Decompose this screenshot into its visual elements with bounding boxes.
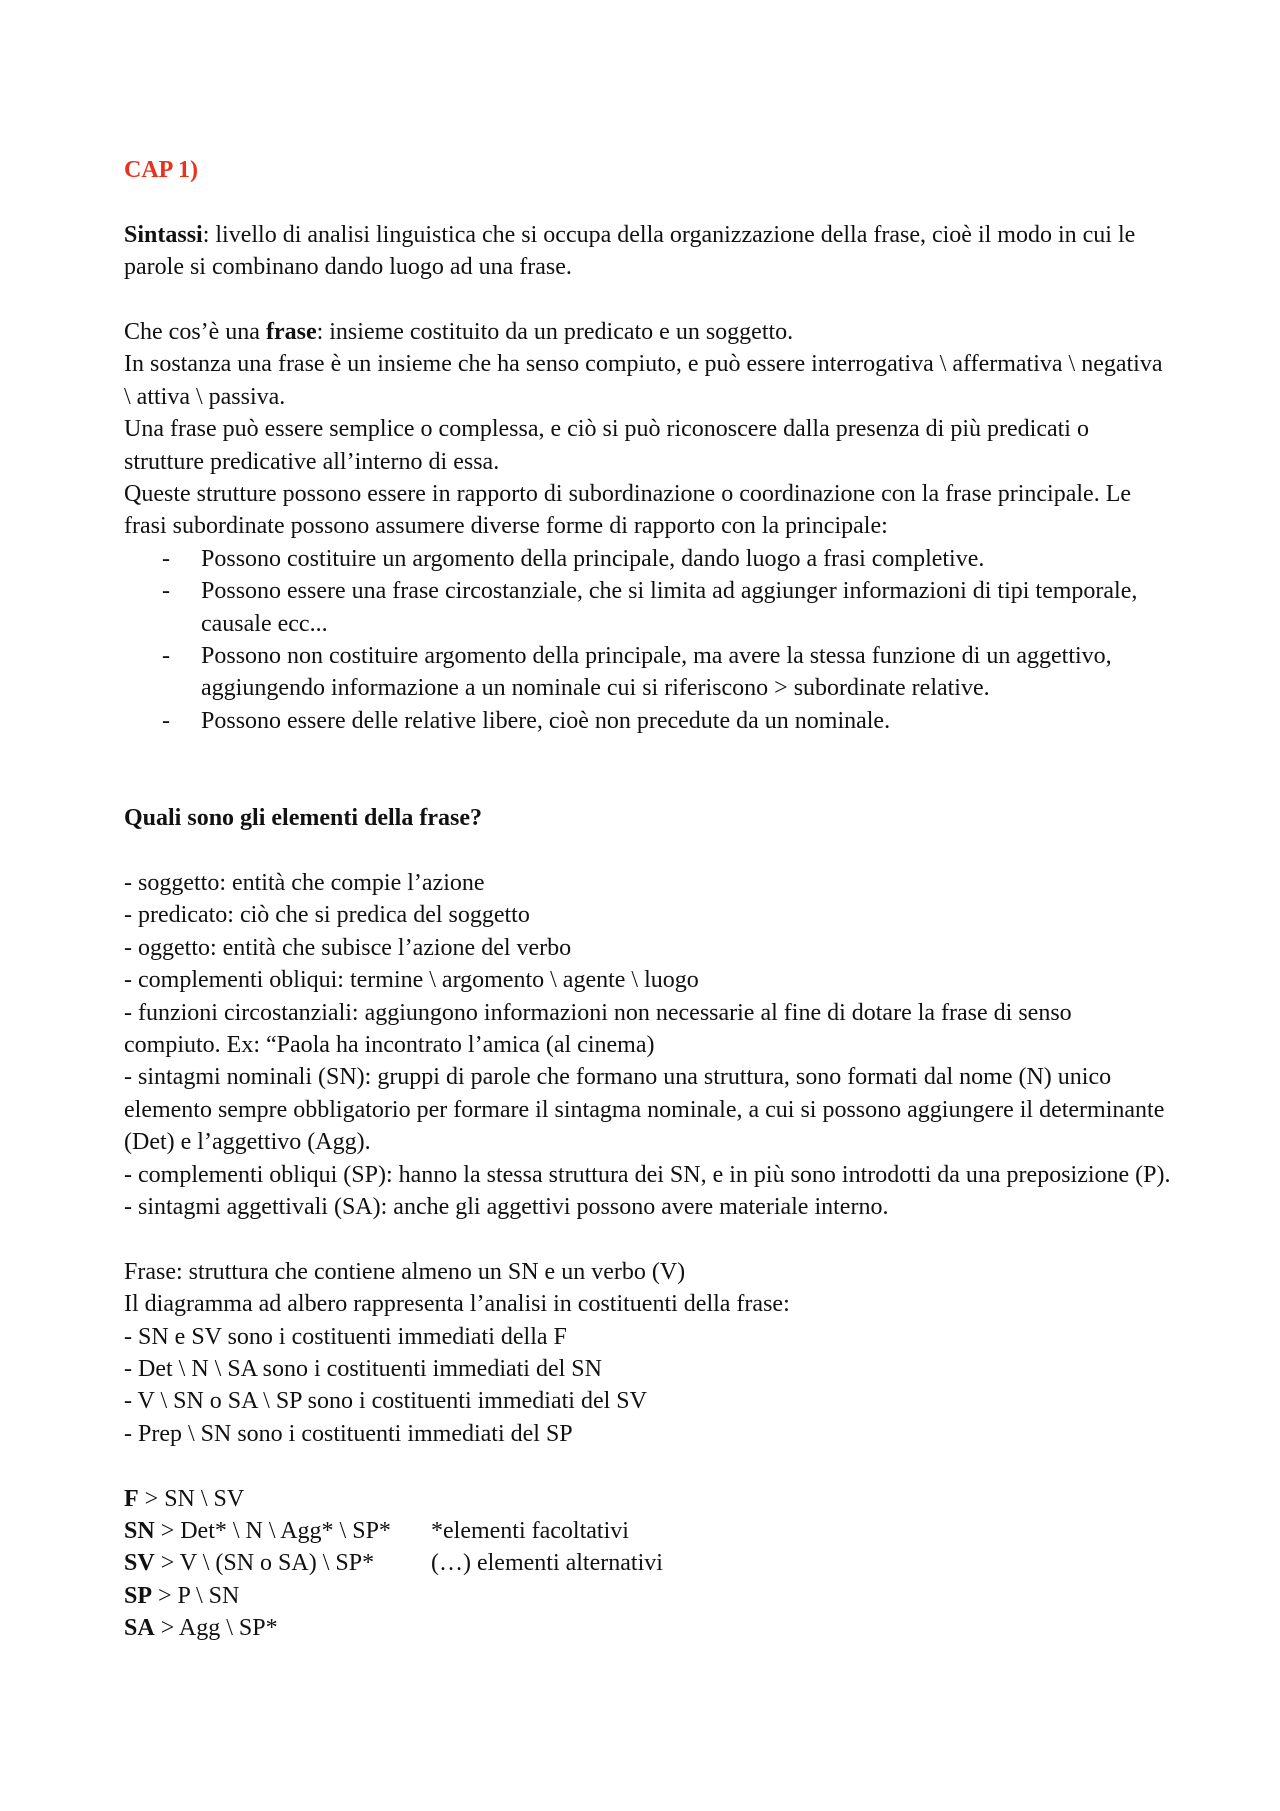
element-line: - soggetto: entità che compie l’azione <box>124 869 485 896</box>
dash-bullet: - <box>162 578 170 605</box>
rule-note: (…) elementi alternativi <box>431 1550 663 1577</box>
dash-bullet: - <box>162 707 170 734</box>
rule-head: SP <box>124 1582 153 1609</box>
subordinate-list <box>124 543 1174 737</box>
element-line: - sintagmi aggettivali (SA): anche gli aggettivi possono avere materiale interno. <box>124 1193 889 1220</box>
rule-row <box>124 1483 1174 1515</box>
list-item: - Possono costituire un argomento della principale, dando luogo a frasi completive. <box>124 543 1174 575</box>
sintassi-term: Sintassi <box>124 221 203 248</box>
rule-note: *elementi facoltativi <box>431 1517 629 1544</box>
frase-line: In sostanza una frase è un insieme che ha senso compiuto, e può essere interrogativa \ affermativa \ negativa \ attiva \ passiva. <box>124 351 1163 410</box>
rule-head: SV <box>124 1550 155 1577</box>
dash-bullet: - <box>162 545 170 572</box>
tree-line: - V \ SN o SA \ SP sono i costituenti immediati del SV <box>124 1388 647 1415</box>
tree-line: Frase: struttura che contiene almeno un SN e un verbo (V) <box>124 1258 686 1285</box>
element-line: - oggetto: entità che subisce l’azione del verbo <box>124 934 572 961</box>
list-item: - Possono essere una frase circostanziale, che si limita ad aggiunger informazioni di tipi temporale, causale ecc... <box>124 575 1174 640</box>
element-line: - complementi obliqui: termine \ argomento \ agente \ luogo <box>124 967 699 994</box>
element-line: - complementi obliqui (SP): hanno la stessa struttura dei SN, e in più sono introdotti da una preposizione (P). <box>124 1161 1171 1188</box>
sintassi-paragraph <box>124 219 1174 284</box>
rule-row <box>124 1580 1174 1612</box>
tree-line: - Prep \ SN sono i costituenti immediati del SP <box>124 1420 573 1447</box>
tree-line: Il diagramma ad albero rappresenta l’analisi in costituenti della frase: <box>124 1291 790 1318</box>
rule-head: SA <box>124 1615 155 1642</box>
phrase-structure-rules <box>124 1483 1174 1645</box>
rule-rhs: > V \ (SN o SA) \ SP* <box>154 1550 375 1577</box>
frase-term: frase <box>265 319 317 345</box>
list-item: - Possono essere delle relative libere, cioè non precedute da un nominale. <box>124 705 1174 737</box>
element-line: - predicato: ciò che si predica del soggetto <box>124 902 530 929</box>
rule-row <box>124 1612 1174 1644</box>
rule-rhs: > P \ SN <box>152 1582 240 1609</box>
list-item: - Possono non costituire argomento della principale, ma avere la stessa funzione di un aggettivo, aggiungendo informazione a un nominale cui si riferiscono > subordinate relative. <box>124 640 1174 705</box>
rule-row <box>124 1515 1174 1547</box>
rule-row <box>124 1547 1174 1579</box>
element-line: - funzioni circostanziali: aggiungono informazioni non necessarie al fine di dotare la frase di senso compiuto. Ex: “Paola ha incontrato l’amica (al cinema) <box>124 999 1072 1058</box>
rule-rhs: > Agg \ SP* <box>154 1615 278 1642</box>
tree-line: - SN e SV sono i costituenti immediati della F <box>124 1323 567 1350</box>
element-line: - sintagmi nominali (SN): gruppi di parole che formano una struttura, sono formati dal nome (N) unico elemento sempre obbligatorio per formare il sintagma nominale, a cui si possono aggiungere il determinante (Det) e l’aggettivo (Agg). <box>124 1064 1165 1156</box>
rule-head: SN <box>124 1517 155 1544</box>
rule-head: F <box>124 1485 139 1512</box>
chapter-title: CAP 1) <box>124 157 198 183</box>
frase-line: Una frase può essere semplice o complessa, e ciò si può riconoscere dalla presenza di più predicati o strutture predicative all’interno di essa. <box>124 416 1089 475</box>
frase-line: Queste strutture possono essere in rapporto di subordinazione o coordinazione con la frase principale. Le frasi subordinate possono assumere diverse forme di rapporto con la principale: <box>124 481 1132 540</box>
elements-heading: Quali sono gli elementi della frase? <box>124 805 482 832</box>
sintassi-definition: : livello di analisi linguistica che si occupa della organizzazione della frase, cioè il modo in cui le parole si combinano dando luogo ad una frase. <box>124 221 1136 281</box>
rule-rhs: > Det* \ N \ Agg* \ SP* <box>154 1517 391 1544</box>
rule-rhs: > SN \ SV <box>138 1485 245 1512</box>
frase-definition: Che cos’è una frase: insieme costituito da un predicato e un soggetto. <box>124 319 794 345</box>
dash-bullet: - <box>162 643 170 670</box>
tree-line: - Det \ N \ SA sono i costituenti immediati del SN <box>124 1355 602 1382</box>
document-content <box>124 154 1174 1645</box>
